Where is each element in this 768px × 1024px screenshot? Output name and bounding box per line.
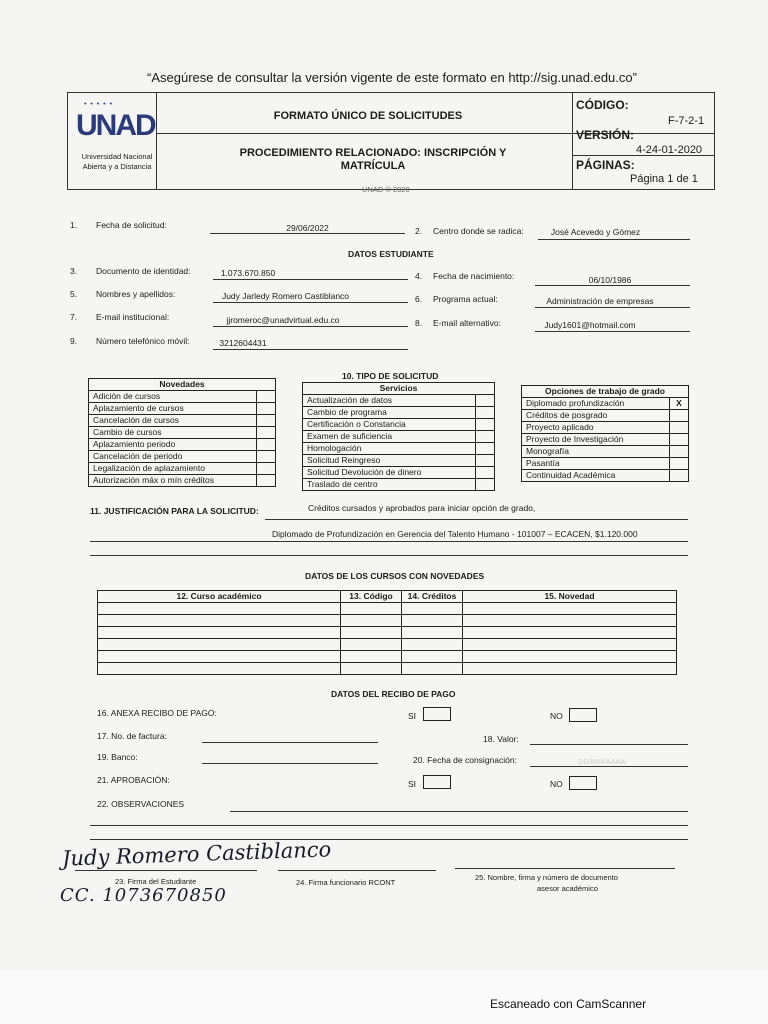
f7-label: E-mail institucional: (96, 312, 170, 322)
f25-field[interactable] (455, 868, 675, 869)
curso-cell[interactable] (463, 651, 677, 663)
logo-stars-icon: • • • • • (84, 101, 114, 108)
curso-cell[interactable] (341, 663, 402, 675)
recibo-title: DATOS DEL RECIBO DE PAGO (331, 689, 456, 699)
curso-cell[interactable] (98, 615, 341, 627)
servicios-row (303, 467, 495, 479)
servicios-label: Solicitud Reingreso (303, 455, 476, 467)
servicios-checkbox[interactable] (476, 443, 495, 455)
novedades-label: Cancelación de periodo (89, 451, 257, 463)
servicios-row (303, 479, 495, 491)
form-title: FORMATO ÚNICO DE SOLICITUDES (273, 110, 463, 122)
servicios-checkbox[interactable] (476, 407, 495, 419)
procedure-title: PROCEDIMIENTO RELACIONADO: INSCRIPCIÓN Y MATRÍCULA (239, 147, 507, 172)
servicios-label: Traslado de centro (303, 479, 476, 491)
novedades-checkbox[interactable] (257, 391, 276, 403)
novedades-label: Aplazamiento de cursos (89, 403, 257, 415)
novedades-row (89, 463, 276, 475)
curso-cell[interactable] (341, 639, 402, 651)
servicios-label: Homologación (303, 443, 476, 455)
novedades-row (89, 439, 276, 451)
grado-label: Diplomado profundización (522, 398, 670, 410)
f6-number: 6. (415, 294, 423, 304)
f17-field[interactable] (202, 742, 378, 743)
servicios-checkbox[interactable] (476, 419, 495, 431)
servicios-row (303, 407, 495, 419)
curso-cell[interactable] (98, 639, 341, 651)
f25-label-2: asesor académico (537, 884, 598, 893)
f3-label: Documento de identidad: (96, 266, 191, 276)
curso-cell[interactable] (463, 663, 677, 675)
grado-row (522, 458, 689, 470)
grado-label: Proyecto aplicado (522, 422, 670, 434)
f5-value[interactable]: Judy Jarledy Romero Castiblanco (221, 291, 350, 301)
f8-number: 8. (415, 318, 423, 328)
f9-label: Número telefónico móvil: (96, 336, 190, 346)
justificacion-line-1[interactable]: Créditos cursados y aprobados para iniciar opción de grado, (308, 503, 536, 513)
f24-field[interactable] (278, 870, 436, 871)
grado-label: Créditos de posgrado (522, 410, 670, 422)
novedades-label: Legalización de aplazamiento (89, 463, 257, 475)
codigo-value: F-7-2-1 (668, 115, 705, 127)
servicios-label: Certificación o Constancia (303, 419, 476, 431)
logo-subtitle-1: Universidad Nacional (81, 152, 153, 161)
f4-value[interactable]: 06/10/1986 (588, 275, 632, 285)
curso-cell[interactable] (402, 639, 463, 651)
grado-table (521, 385, 689, 482)
paginas-value: Página 1 de 1 (630, 173, 698, 185)
servicios-table (302, 382, 495, 491)
curso-row (98, 651, 677, 663)
cursos-table (97, 590, 677, 675)
servicios-row (303, 419, 495, 431)
f6-label: Programa actual: (433, 294, 498, 304)
curso-row (98, 603, 677, 615)
novedades-checkbox[interactable] (257, 451, 276, 463)
curso-cell[interactable] (98, 603, 341, 615)
curso-cell[interactable] (402, 651, 463, 663)
curso-cell[interactable] (98, 651, 341, 663)
version-label: VERSIÓN: (576, 128, 635, 142)
servicios-row (303, 443, 495, 455)
f3-value[interactable]: 1.073.670.850 (220, 268, 276, 278)
curso-cell[interactable] (402, 603, 463, 615)
f4-number: 4. (415, 271, 423, 281)
novedades-row (89, 391, 276, 403)
servicios-checkbox[interactable] (476, 431, 495, 443)
f17-label: 17. No. de factura: (97, 731, 167, 741)
f9-value[interactable]: 3212604431 (219, 338, 267, 348)
grado-checkbox[interactable] (670, 446, 689, 458)
logo-wordmark: UNAD (76, 109, 155, 142)
grado-checkbox[interactable] (670, 470, 689, 482)
grado-row (522, 398, 689, 410)
novedades-row (89, 475, 276, 487)
curso-cell[interactable] (341, 603, 402, 615)
f21-label: 21. APROBACIÓN: (97, 775, 170, 785)
servicios-label: Actualización de datos (303, 395, 476, 407)
grado-checkbox[interactable] (670, 422, 689, 434)
f18-field[interactable] (530, 744, 688, 745)
f16-no-checkbox[interactable] (569, 708, 597, 722)
grado-row (522, 422, 689, 434)
novedades-checkbox[interactable] (257, 439, 276, 451)
curso-row (98, 627, 677, 639)
novedades-label: Autorización máx o mín créditos (89, 475, 257, 487)
curso-cell[interactable] (341, 627, 402, 639)
curso-cell[interactable] (463, 627, 677, 639)
f16-label: 16. ANEXA RECIBO DE PAGO: (97, 708, 217, 718)
f4-label: Fecha de nacimiento: (433, 271, 515, 281)
novedades-checkbox[interactable] (257, 415, 276, 427)
f2-number: 2. (415, 226, 423, 236)
student-signature: Judy Romero Castiblanco (61, 837, 332, 871)
grado-checkbox[interactable]: X (670, 398, 689, 410)
curso-cell[interactable] (341, 651, 402, 663)
novedades-row (89, 427, 276, 439)
servicios-label: Cambio de programa (303, 407, 476, 419)
novedades-header: Novedades (89, 379, 276, 391)
student-id-handwritten: CC. 1073670850 (60, 885, 227, 906)
servicios-checkbox[interactable] (476, 455, 495, 467)
f25-label-1: 25. Nombre, firma y número de documento (475, 873, 618, 882)
grado-checkbox[interactable] (670, 458, 689, 470)
f7-value[interactable]: jjromeroc@unadvirtual.edu.co (226, 315, 340, 325)
novedades-checkbox[interactable] (257, 403, 276, 415)
codigo-label: CÓDIGO: (576, 98, 629, 112)
f1-value[interactable]: 29/06/2022 (286, 223, 329, 233)
servicios-row (303, 455, 495, 467)
servicios-row (303, 431, 495, 443)
col-codigo: 13. Código (341, 591, 402, 603)
f21-si-checkbox[interactable] (423, 775, 451, 789)
f9-number: 9. (70, 336, 78, 346)
f21-no-checkbox[interactable] (569, 776, 597, 790)
grado-label: Monografía (522, 446, 670, 458)
f8-label: E-mail alternativo: (433, 318, 502, 328)
servicios-checkbox[interactable] (476, 479, 495, 491)
version-value: 4-24-01-2020 (636, 144, 703, 156)
curso-cell[interactable] (341, 615, 402, 627)
f22-label: 22. OBSERVACIONES (97, 799, 185, 809)
curso-row (98, 663, 677, 675)
version-notice: “Asegúrese de consultar la versión vigente de este formato en http://sig.unad.edu.co” (147, 70, 637, 85)
curso-row (98, 615, 677, 627)
tipo-solicitud-title: 10. TIPO DE SOLICITUD (342, 371, 439, 381)
grado-label: Proyecto de Investigación (522, 434, 670, 446)
paginas-label: PÁGINAS: (576, 158, 635, 172)
cursos-title: DATOS DE LOS CURSOS CON NOVEDADES (305, 571, 485, 581)
f18-label: 18. Valor: (483, 734, 519, 744)
novedades-checkbox[interactable] (257, 427, 276, 439)
col-curso: 12. Curso académico (98, 591, 341, 603)
grado-label: Pasantía (522, 458, 670, 470)
curso-cell[interactable] (98, 627, 341, 639)
f24-label: 24. Firma funcionario RCONT (296, 878, 396, 887)
curso-cell[interactable] (402, 615, 463, 627)
novedades-checkbox[interactable] (257, 463, 276, 475)
curso-cell[interactable] (463, 603, 677, 615)
col-novedad: 15. Novedad (463, 591, 677, 603)
curso-cell[interactable] (402, 663, 463, 675)
f8-value[interactable]: Judy1601@hotmail.com (544, 320, 636, 330)
f5-number: 5. (70, 289, 78, 299)
camscanner-watermark: Escaneado con CamScanner (490, 997, 647, 1011)
f7-number: 7. (70, 312, 78, 322)
f3-number: 3. (70, 266, 78, 276)
justificacion-label: 11. JUSTIFICACIÓN PARA LA SOLICITUD: (90, 506, 259, 516)
f21-si-label: SI (408, 779, 417, 789)
f1-number: 1. (70, 220, 78, 230)
servicios-checkbox[interactable] (476, 467, 495, 479)
f19-label: 19. Banco: (97, 752, 138, 762)
novedades-table (88, 378, 276, 487)
justificacion-line-2[interactable]: Diplomado de Profundización en Gerencia del Talento Humano - 101007 – ECACEN, $1.120.000 (272, 529, 638, 539)
servicios-label: Examen de suficiencia (303, 431, 476, 443)
curso-cell[interactable] (463, 615, 677, 627)
grado-row (522, 446, 689, 458)
novedades-label: Cambio de cursos (89, 427, 257, 439)
grado-row (522, 470, 689, 482)
f2-label: Centro donde se radica: (433, 226, 524, 236)
f22-field[interactable] (230, 811, 688, 812)
f1-label: Fecha de solicitud: (96, 220, 167, 230)
f16-si-checkbox[interactable] (423, 707, 451, 721)
novedades-checkbox[interactable] (257, 475, 276, 487)
form-header (67, 92, 715, 190)
f20-field[interactable]: DD/MM/AAAA (578, 757, 626, 766)
f16-no-label: NO (550, 711, 563, 721)
curso-cell[interactable] (402, 627, 463, 639)
servicios-header: Servicios (303, 383, 495, 395)
curso-row (98, 639, 677, 651)
f23-label: 23. Firma del Estudiante (115, 877, 197, 886)
servicios-label: Solicitud Devolución de dinero (303, 467, 476, 479)
grado-row (522, 434, 689, 446)
section-student: DATOS ESTUDIANTE (348, 249, 434, 259)
col-creditos: 14. Créditos (402, 591, 463, 603)
f21-no-label: NO (550, 779, 563, 789)
grado-checkbox[interactable] (670, 434, 689, 446)
f16-si-label: SI (408, 711, 417, 721)
grado-row (522, 410, 689, 422)
grado-label: Continuidad Académica (522, 470, 670, 482)
curso-cell[interactable] (463, 639, 677, 651)
f20-label: 20. Fecha de consignación: (413, 755, 517, 765)
grado-checkbox[interactable] (670, 410, 689, 422)
grado-header: Opciones de trabajo de grado (522, 386, 689, 398)
novedades-row (89, 415, 276, 427)
novedades-row (89, 451, 276, 463)
f6-value[interactable]: Administración de empresas (546, 296, 654, 306)
copyright: UNAD © 2020 (362, 185, 410, 194)
servicios-row (303, 395, 495, 407)
servicios-checkbox[interactable] (476, 395, 495, 407)
novedades-label: Aplazamiento periodo (89, 439, 257, 451)
curso-cell[interactable] (98, 663, 341, 675)
f19-field[interactable] (202, 763, 378, 764)
logo-subtitle-2: Abierta y a Distancia (82, 162, 152, 171)
f2-value[interactable]: José Acevedo y Gómez (550, 227, 641, 237)
f5-label: Nombres y apellidos: (96, 289, 176, 299)
novedades-label: Adición de cursos (89, 391, 257, 403)
novedades-row (89, 403, 276, 415)
novedades-label: Cancelación de cursos (89, 415, 257, 427)
unad-logo (74, 101, 154, 181)
